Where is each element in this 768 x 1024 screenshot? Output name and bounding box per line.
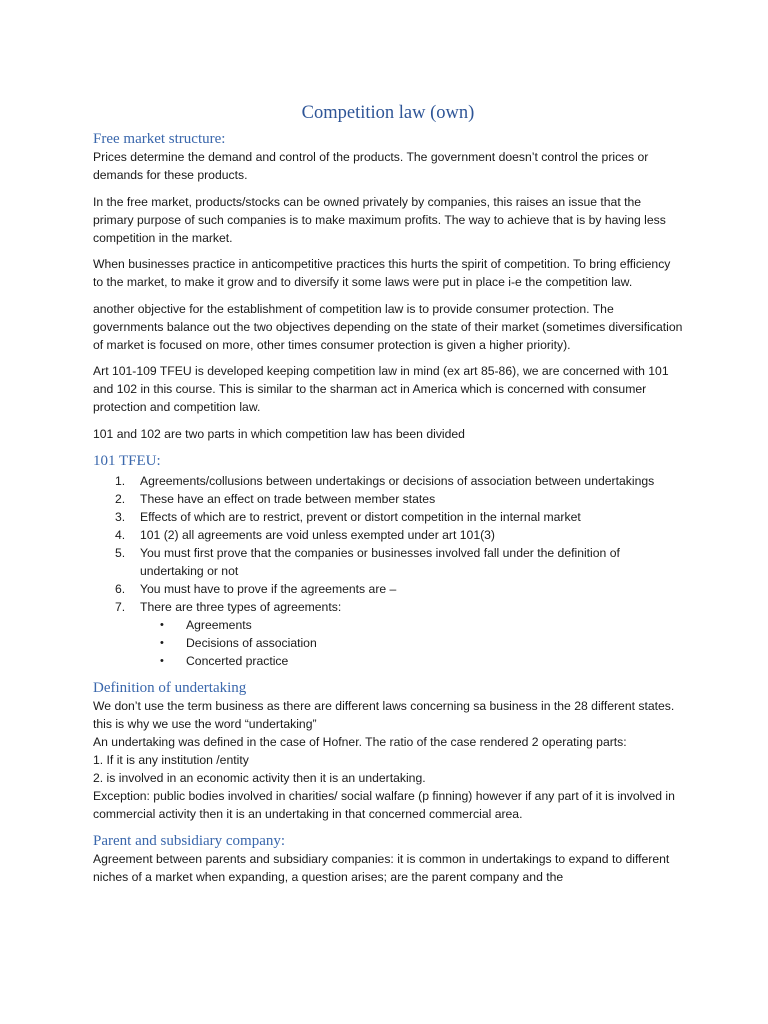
- paragraph: In the free market, products/stocks can be owned privately by companies, this raises an issue that the primary purpose of such companies is to make maximum profits. The way to achieve that is by having less competition in the market.: [93, 194, 666, 245]
- heading-parent-and-subsidiary: Parent and subsidiary company:: [93, 832, 286, 849]
- bullet-item: [140, 652, 683, 670]
- document-body: [93, 102, 683, 886]
- list-item: [93, 580, 683, 598]
- bullet-item-text: Agreements: [186, 617, 252, 632]
- list-number: 5.: [115, 545, 126, 560]
- paragraph: Exception: public bodies involved in charities/ social walfare (p finning) however if any part of it is involved in commercial activity then it is an undertaking in that concerned commercial area.: [93, 788, 675, 821]
- numbered-list: [93, 472, 683, 670]
- list-number: 6.: [115, 581, 126, 596]
- bullet-icon: •: [160, 654, 164, 667]
- list-item-text: Agreements/collusions between undertakings or decisions of association between undertakings: [140, 473, 655, 488]
- heading-101-tfeu: 101 TFEU:: [93, 452, 161, 469]
- bullet-icon: •: [160, 636, 164, 649]
- list-item-text: Effects of which are to restrict, prevent or distort competition in the internal market: [140, 509, 581, 524]
- list-item-text: These have an effect on trade between member states: [140, 491, 436, 506]
- heading-free-market: Free market structure:: [93, 131, 226, 147]
- list-number: 2.: [115, 491, 126, 506]
- bullet-item: [140, 616, 683, 634]
- bullet-item-text: Concerted practice: [186, 653, 289, 668]
- bullet-item: [140, 634, 683, 652]
- list-number: 7.: [115, 599, 126, 614]
- list-item: [93, 526, 683, 544]
- paragraph: 101 and 102 are two parts in which competition law has been divided: [93, 426, 465, 441]
- list-item-text: There are three types of agreements:: [140, 599, 342, 614]
- list-item: [93, 472, 683, 490]
- list-number: 1.: [115, 473, 126, 488]
- list-item: [93, 508, 683, 526]
- paragraph: Art 101-109 TFEU is developed keeping competition law in mind (ex art 85-86), we are concerned with 101 and 102 in this course. This is similar to the sharman act in America which is concerned with consumer protection and competition law.: [93, 364, 669, 415]
- list-number: 3.: [115, 509, 126, 524]
- paragraph: another objective for the establishment of competition law is to provide consumer protection. The governments balance out the two objectives depending on the state of their market (sometimes diversification of market is focused on more, other times consumer protection is given a higher priority).: [93, 301, 683, 352]
- list-number: 4.: [115, 527, 126, 542]
- list-item-text: 101 (2) all agreements are void unless exempted under art 101(3): [140, 527, 495, 542]
- paragraph: When businesses practice in anticompetitive practices this hurts the spirit of competition. To bring efficiency to the market, to make it grow and to diversify it some laws were put in place i-e the competition law.: [93, 257, 671, 290]
- list-item-text: You must first prove that the companies or businesses involved fall under the definition of undertaking or not: [140, 545, 620, 578]
- list-item: [93, 544, 683, 580]
- paragraph: 2. is involved in an economic activity then it is an undertaking.: [93, 770, 426, 785]
- document-title: Competition law (own): [301, 103, 475, 123]
- paragraph: Prices determine the demand and control of the products. The government doesn’t control the prices or demands for these products.: [93, 150, 649, 182]
- paragraph: Agreement between parents and subsidiary companies: it is common in undertakings to expand to different niches of a market when expanding, a question arises; are the parent company and the: [93, 851, 670, 884]
- bullet-icon: •: [160, 618, 164, 631]
- paragraph: 1. If it is any institution /entity: [93, 752, 249, 767]
- list-item: [93, 490, 683, 508]
- list-item-text: You must have to prove if the agreements are –: [140, 581, 397, 596]
- bullet-item-text: Decisions of association: [186, 635, 317, 650]
- paragraph: An undertaking was defined in the case of Hofner. The ratio of the case rendered 2 operating parts:: [93, 734, 627, 749]
- heading-definition-of-undertaking: Definition of undertaking: [93, 679, 247, 696]
- list-item: [93, 598, 683, 670]
- bullet-list: [140, 616, 683, 670]
- paragraph: We don’t use the term business as there are different laws concerning sa business in the 28 different states. this is why we use the word “undertaking”: [93, 698, 675, 731]
